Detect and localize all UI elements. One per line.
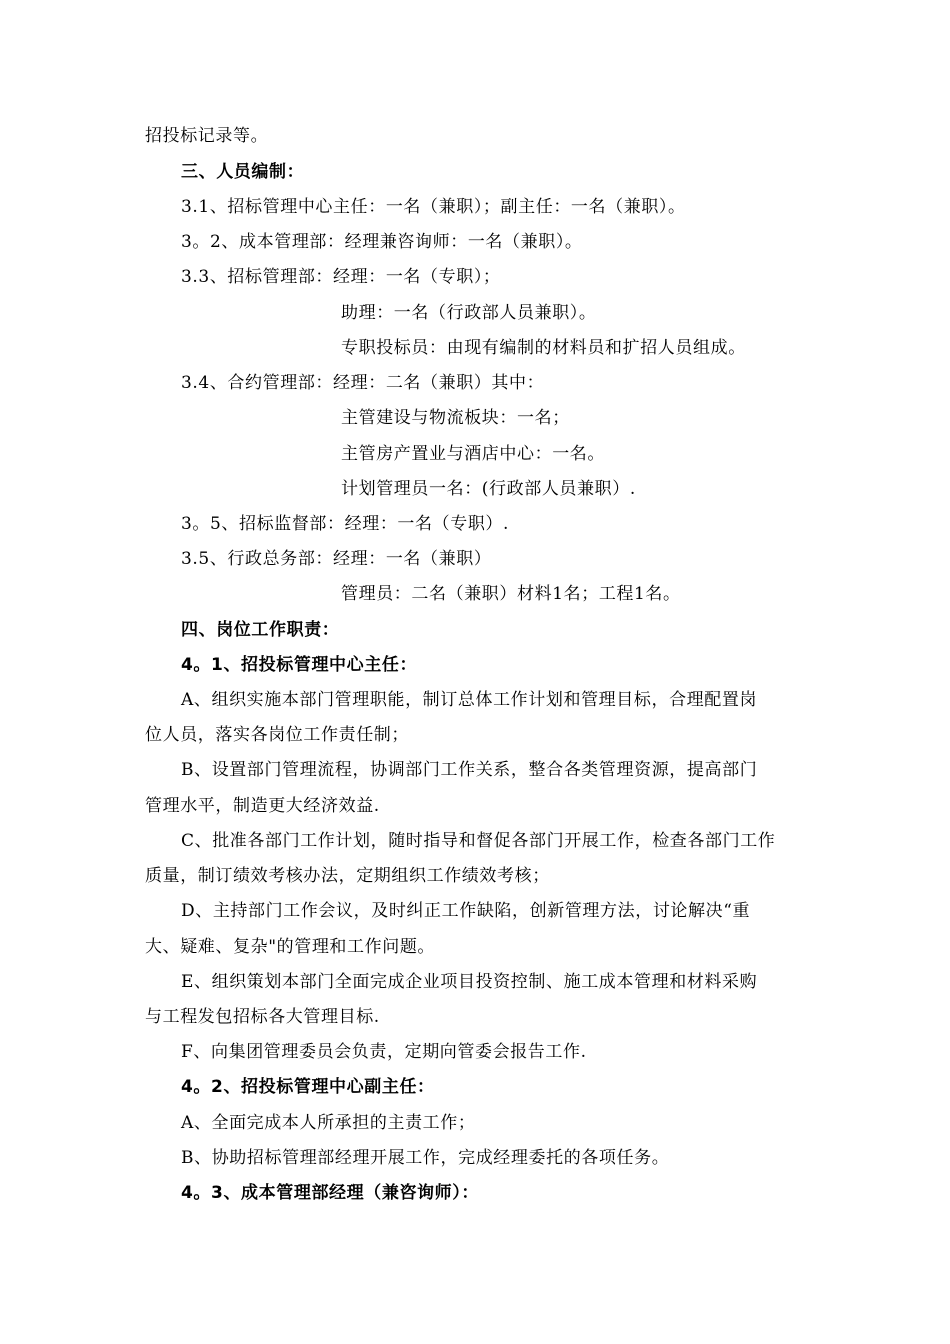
subsection-heading: 4。2、招投标管理中心副主任： — [181, 1077, 435, 1097]
text-line: 位人员，落实各岗位工作责任制； — [145, 725, 409, 745]
text-line: 专职投标员：由现有编制的材料员和扩招人员组成。 — [341, 338, 746, 358]
text-line: 3.1、招标管理中心主任：一名（兼职）；副主任：一名（兼职）。 — [181, 197, 686, 217]
text-line: 计划管理员一名：(行政部人员兼职）. — [341, 479, 636, 499]
text-line: 主管建设与物流板块：一名； — [341, 408, 570, 428]
text-line: C、批准各部门工作计划，随时指导和督促各部门开展工作，检查各部门工作 — [181, 831, 776, 851]
text-line: E、组织策划本部门全面完成企业项目投资控制、施工成本管理和材料采购 — [181, 972, 758, 992]
text-line: 3.4、合约管理部：经理：二名（兼职）其中： — [181, 373, 545, 393]
section-heading-duties: 四、岗位工作职责： — [181, 620, 340, 640]
text-line: B、设置部门管理流程，协调部门工作关系，整合各类管理资源，提高部门 — [181, 760, 758, 780]
text-line: 3。2、成本管理部：经理兼咨询师：一名（兼职）。 — [181, 232, 583, 252]
text-line: F、向集团管理委员会负责，定期向管委会报告工作. — [181, 1042, 587, 1062]
section-heading-staffing: 三、人员编制： — [181, 162, 305, 182]
text-line: 管理水平，制造更大经济效益. — [145, 796, 380, 816]
subsection-heading: 4。3、成本管理部经理（兼咨询师）： — [181, 1183, 479, 1203]
text-line: 管理员：二名（兼职）材料1名；工程1名。 — [341, 584, 681, 604]
text-line: 3.5、行政总务部：经理：一名（兼职） — [181, 549, 492, 569]
text-line: 招投标记录等。 — [145, 126, 269, 146]
text-line: A、组织实施本部门管理职能，制订总体工作计划和管理目标，合理配置岗 — [181, 690, 758, 710]
text-line: 主管房产置业与酒店中心：一名。 — [341, 444, 605, 464]
text-line: 3。5、招标监督部：经理：一名（专职）. — [181, 514, 510, 534]
text-line: 质量，制订绩效考核办法，定期组织工作绩效考核； — [145, 866, 550, 886]
text-line: D、主持部门工作会议，及时纠正工作缺陷，创新管理方法，讨论解决“重 — [181, 901, 751, 921]
subsection-heading: 4。1、招投标管理中心主任： — [181, 655, 418, 675]
text-line: A、全面完成本人所承担的主责工作； — [181, 1113, 476, 1133]
text-line: 大、疑难、复杂"的管理和工作问题。 — [145, 937, 436, 957]
text-line: 助理：一名（行政部人员兼职）。 — [341, 303, 597, 323]
text-line: 3.3、招标管理部：经理：一名（专职）； — [181, 267, 501, 287]
text-line: 与工程发包招标各大管理目标. — [145, 1007, 380, 1027]
text-line: B、协助招标管理部经理开展工作，完成经理委托的各项任务。 — [181, 1148, 670, 1168]
